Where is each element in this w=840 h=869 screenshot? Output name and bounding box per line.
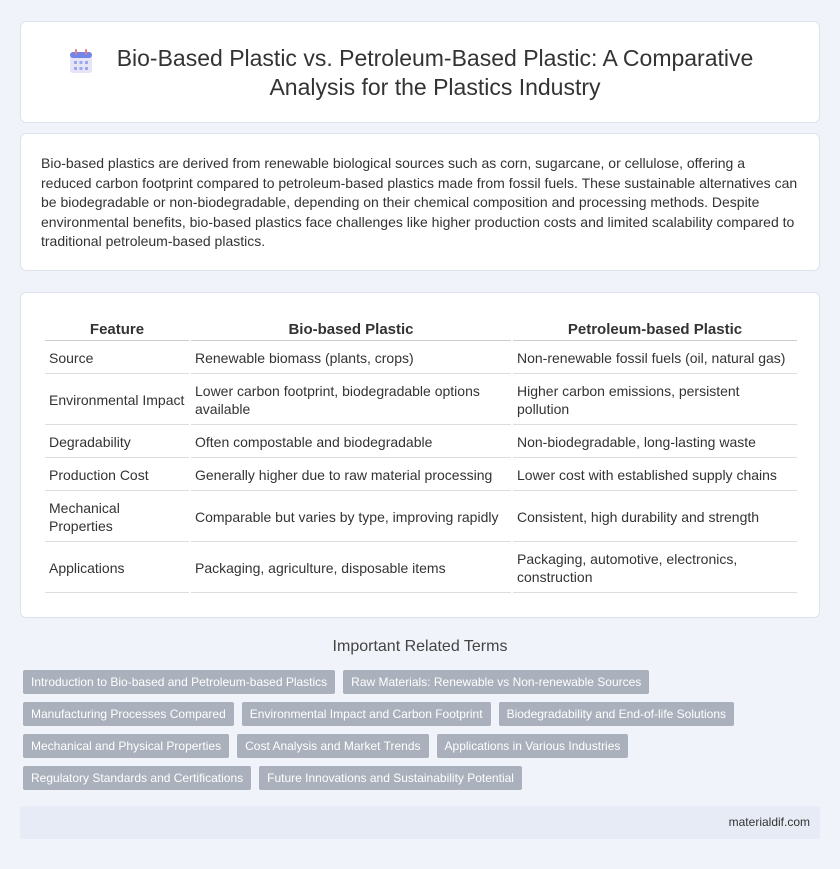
feature-cell: Production Cost	[45, 460, 189, 491]
petroleum-cell: Lower cost with established supply chains	[513, 460, 797, 491]
related-tags	[23, 670, 823, 798]
petroleum-cell: Non-biodegradable, long-lasting waste	[513, 427, 797, 458]
table-header-row	[45, 315, 797, 341]
table-row	[45, 493, 797, 542]
related-terms-title: Important Related Terms	[332, 638, 508, 655]
table-row	[45, 376, 797, 425]
related-tag[interactable]: Biodegradability and End-of-life Solutions	[499, 702, 734, 726]
bio-cell: Renewable biomass (plants, crops)	[191, 343, 511, 374]
related-tag[interactable]: Cost Analysis and Market Trends	[237, 734, 428, 758]
petroleum-cell: Higher carbon emissions, persistent pollution	[513, 376, 797, 425]
feature-cell: Degradability	[45, 427, 189, 458]
bio-cell: Generally higher due to raw material processing	[191, 460, 511, 491]
header-card	[20, 21, 820, 123]
intro-card	[20, 133, 820, 271]
feature-cell: Environmental Impact	[45, 376, 189, 425]
related-tag[interactable]: Regulatory Standards and Certifications	[23, 766, 251, 790]
tag-row	[23, 670, 823, 694]
feature-cell: Mechanical Properties	[45, 493, 189, 542]
tag-row	[23, 702, 823, 726]
related-tag[interactable]: Introduction to Bio-based and Petroleum-based Plastics	[23, 670, 335, 694]
header-petroleum-based: Petroleum-based Plastic	[513, 315, 797, 341]
table-row	[45, 343, 797, 374]
tag-row	[23, 766, 823, 790]
related-tag[interactable]: Manufacturing Processes Compared	[23, 702, 234, 726]
feature-cell: Source	[45, 343, 189, 374]
petroleum-cell: Non-renewable fossil fuels (oil, natural gas)	[513, 343, 797, 374]
tag-row	[23, 734, 823, 758]
comparison-table-card	[20, 292, 820, 618]
page-title: Bio-Based Plastic vs. Petroleum-Based Plastic: A Comparative Analysis for the Plastics Industry	[116, 45, 754, 100]
related-tag[interactable]: Mechanical and Physical Properties	[23, 734, 229, 758]
bio-cell: Packaging, agriculture, disposable items	[191, 544, 511, 593]
related-tag[interactable]: Applications in Various Industries	[437, 734, 629, 758]
feature-cell: Applications	[45, 544, 189, 593]
table-row	[45, 544, 797, 593]
bio-cell: Comparable but varies by type, improving rapidly	[191, 493, 511, 542]
related-tag[interactable]: Future Innovations and Sustainability Potential	[259, 766, 522, 790]
comparison-table	[43, 313, 799, 595]
footer	[20, 806, 820, 839]
table-row	[45, 460, 797, 491]
header-feature: Feature	[45, 315, 189, 341]
intro-paragraph: Bio-based plastics are derived from renewable biological sources such as corn, sugarcane, or cellulose, offering a reduced carbon footprint compared to petroleum-based plastics made from fossil fuels. These sustainable alternatives can be biodegradable or non-biodegradable, depending on their chemical composition and processing methods. Despite environmental benefits, bio-based plastics face challenges like higher production costs and limited scalability compared to traditional petroleum-based plastics.	[41, 155, 798, 250]
related-tag[interactable]: Raw Materials: Renewable vs Non-renewable Sources	[343, 670, 649, 694]
bio-cell: Often compostable and biodegradable	[191, 427, 511, 458]
petroleum-cell: Packaging, automotive, electronics, construction	[513, 544, 797, 593]
footer-site-link[interactable]: materialdif.com	[728, 815, 810, 829]
bio-cell: Lower carbon footprint, biodegradable options available	[191, 376, 511, 425]
table-row	[45, 427, 797, 458]
petroleum-cell: Consistent, high durability and strength	[513, 493, 797, 542]
related-tag[interactable]: Environmental Impact and Carbon Footprint	[242, 702, 491, 726]
header-bio-based: Bio-based Plastic	[191, 315, 511, 341]
